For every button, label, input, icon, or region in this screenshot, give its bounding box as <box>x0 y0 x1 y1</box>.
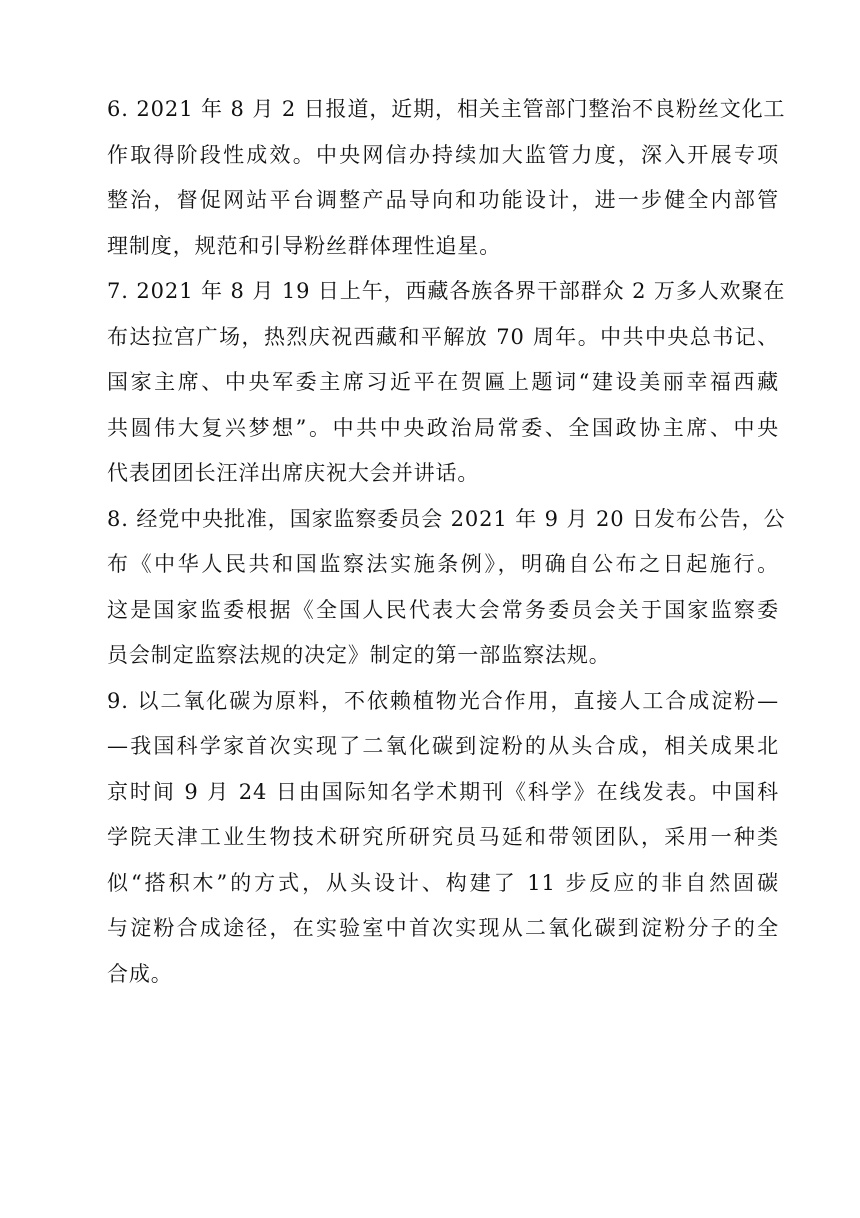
text-line: 合成。 <box>107 961 173 986</box>
text-line: 6. 2021 年 8 月 2 日报道，近期，相关主管部门整治不良粉丝文化工 <box>107 97 786 121</box>
text-line: 与淀粉合成途径，在实验室中首次实现从二氧化碳到淀粉分子的全 <box>107 916 779 940</box>
news-item-7 <box>107 269 786 497</box>
text-line: —我国科学家首次实现了二氧化碳到淀粉的从头合成，相关成果北 <box>107 734 779 758</box>
text-line: 共圆伟大复兴梦想”。中共中央政治局常委、全国政协主席、中央 <box>107 415 779 440</box>
text-line: 作取得阶段性成效。中央网信办持续加大监管力度，深入开展专项 <box>107 142 779 167</box>
text-line: 学院天津工业生物技术研究所研究员马延和带领团队，采用一种类 <box>107 825 779 849</box>
text-line: 布《中华人民共和国监察法实施条例》，明确自公布之日起施行。 <box>107 552 779 576</box>
text-line: 9. 以二氧化碳为原料，不依赖植物光合作用，直接人工合成淀粉— <box>107 688 779 713</box>
text-line: 代表团团长汪洋出席庆祝大会并讲话。 <box>107 461 480 485</box>
text-line: 7. 2021 年 8 月 19 日上午，西藏各族各界干部群众 2 万多人欢聚在 <box>107 279 786 303</box>
text-line: 整治，督促网站平台调整产品导向和功能设计，进一步健全内部管 <box>107 188 779 212</box>
text-line: 国家主席、中央军委主席习近平在贺匾上题词“建设美丽幸福西藏 <box>107 370 779 394</box>
news-item-6 <box>107 87 786 269</box>
document-body <box>107 87 786 997</box>
text-line: 似“搭积木”的方式，从头设计、构建了 11 步反应的非自然固碳 <box>107 870 779 895</box>
text-line: 京时间 9 月 24 日由国际知名学术期刊《科学》在线发表。中国科 <box>107 779 779 804</box>
text-line: 8. 经党中央批准，国家监察委员会 2021 年 9 月 20 日发布公告，公 <box>107 506 786 531</box>
text-line: 布达拉宫广场，热烈庆祝西藏和平解放 70 周年。中共中央总书记、 <box>107 324 779 349</box>
text-line: 理制度，规范和引导粉丝群体理性追星。 <box>107 233 502 258</box>
news-item-8 <box>107 497 786 679</box>
news-item-9 <box>107 679 779 998</box>
text-line: 员会制定监察法规的决定》制定的第一部监察法规。 <box>107 643 611 667</box>
text-line: 这是国家监委根据《全国人民代表大会常务委员会关于国家监察委 <box>107 597 779 622</box>
